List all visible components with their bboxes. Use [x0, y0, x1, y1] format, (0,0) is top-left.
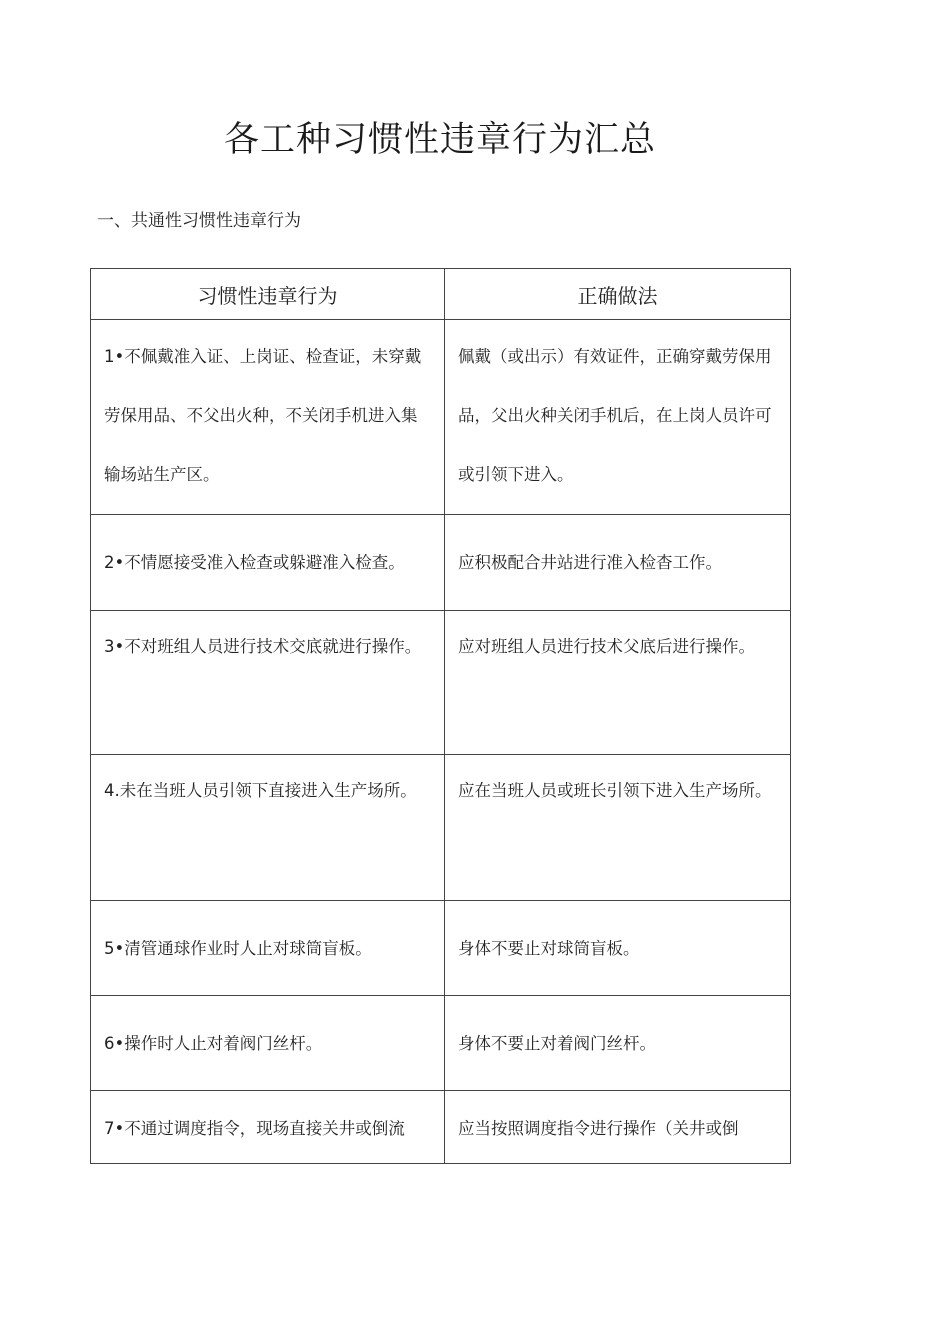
table-row — [91, 611, 791, 755]
correct-text: 佩戴（或出示）有效证件，正确穿戴劳保用品，父出火种关闭手机后，在上岗人员许可或引领下进入。 — [458, 347, 772, 484]
header-violation: 习惯性违章行为 — [91, 269, 445, 320]
correct-cell — [445, 611, 791, 755]
violation-text: 3•不对班组人员进行技术交底就进行操作。 — [104, 637, 422, 656]
correct-cell — [445, 996, 791, 1091]
violation-cell — [91, 320, 445, 515]
section-heading: 一、共通性习惯性违章行为 — [97, 211, 301, 231]
table-row — [91, 1091, 791, 1164]
header-correct-practice: 正确做法 — [445, 269, 791, 320]
violation-cell — [91, 611, 445, 755]
violation-text: 7•不通过调度指令，现场直接关井或倒流 — [104, 1119, 405, 1138]
violation-text: 4.未在当班人员引领下直接进入生产场所。 — [104, 781, 417, 800]
violation-cell — [91, 515, 445, 611]
violation-text: 5•清管通球作业时人止对球筒盲板。 — [104, 939, 372, 958]
correct-text: 应积极配合井站进行准入检杳工作。 — [458, 553, 722, 572]
violation-cell — [91, 1091, 445, 1164]
correct-cell — [445, 901, 791, 996]
correct-text: 应当按照调度指令进行操作（关井或倒 — [458, 1119, 739, 1138]
violation-text: 2•不情愿接受准入检查或躲避准入检查。 — [104, 553, 405, 572]
violation-text: 1•不佩戴准入证、上岗证、检查证，未穿戴劳保用品、不父出火种，不关闭手机进入集输场站生产区。 — [104, 347, 422, 484]
table-row — [91, 996, 791, 1091]
table-row — [91, 320, 791, 515]
correct-text: 应对班组人员进行技术父底后进行操作。 — [458, 637, 755, 656]
violations-table — [90, 268, 791, 1164]
table-header-row — [91, 269, 791, 320]
correct-text: 应在当班人员或班长引领下进入生产场所。 — [458, 781, 772, 800]
correct-cell — [445, 1091, 791, 1164]
violation-cell — [91, 996, 445, 1091]
table-row — [91, 901, 791, 996]
violation-text: 6•操作时人止对着阀门丝杆。 — [104, 1034, 323, 1053]
correct-text: 身体不要止对着阀门丝杆。 — [458, 1034, 656, 1053]
correct-cell — [445, 320, 791, 515]
table-row — [91, 515, 791, 611]
violation-cell — [91, 755, 445, 901]
table-row — [91, 755, 791, 901]
correct-cell — [445, 515, 791, 611]
correct-cell — [445, 755, 791, 901]
correct-text: 身体不要止对球筒盲板。 — [458, 939, 640, 958]
violation-cell — [91, 901, 445, 996]
page-title: 各工种习惯性违章行为汇总 — [223, 120, 656, 160]
